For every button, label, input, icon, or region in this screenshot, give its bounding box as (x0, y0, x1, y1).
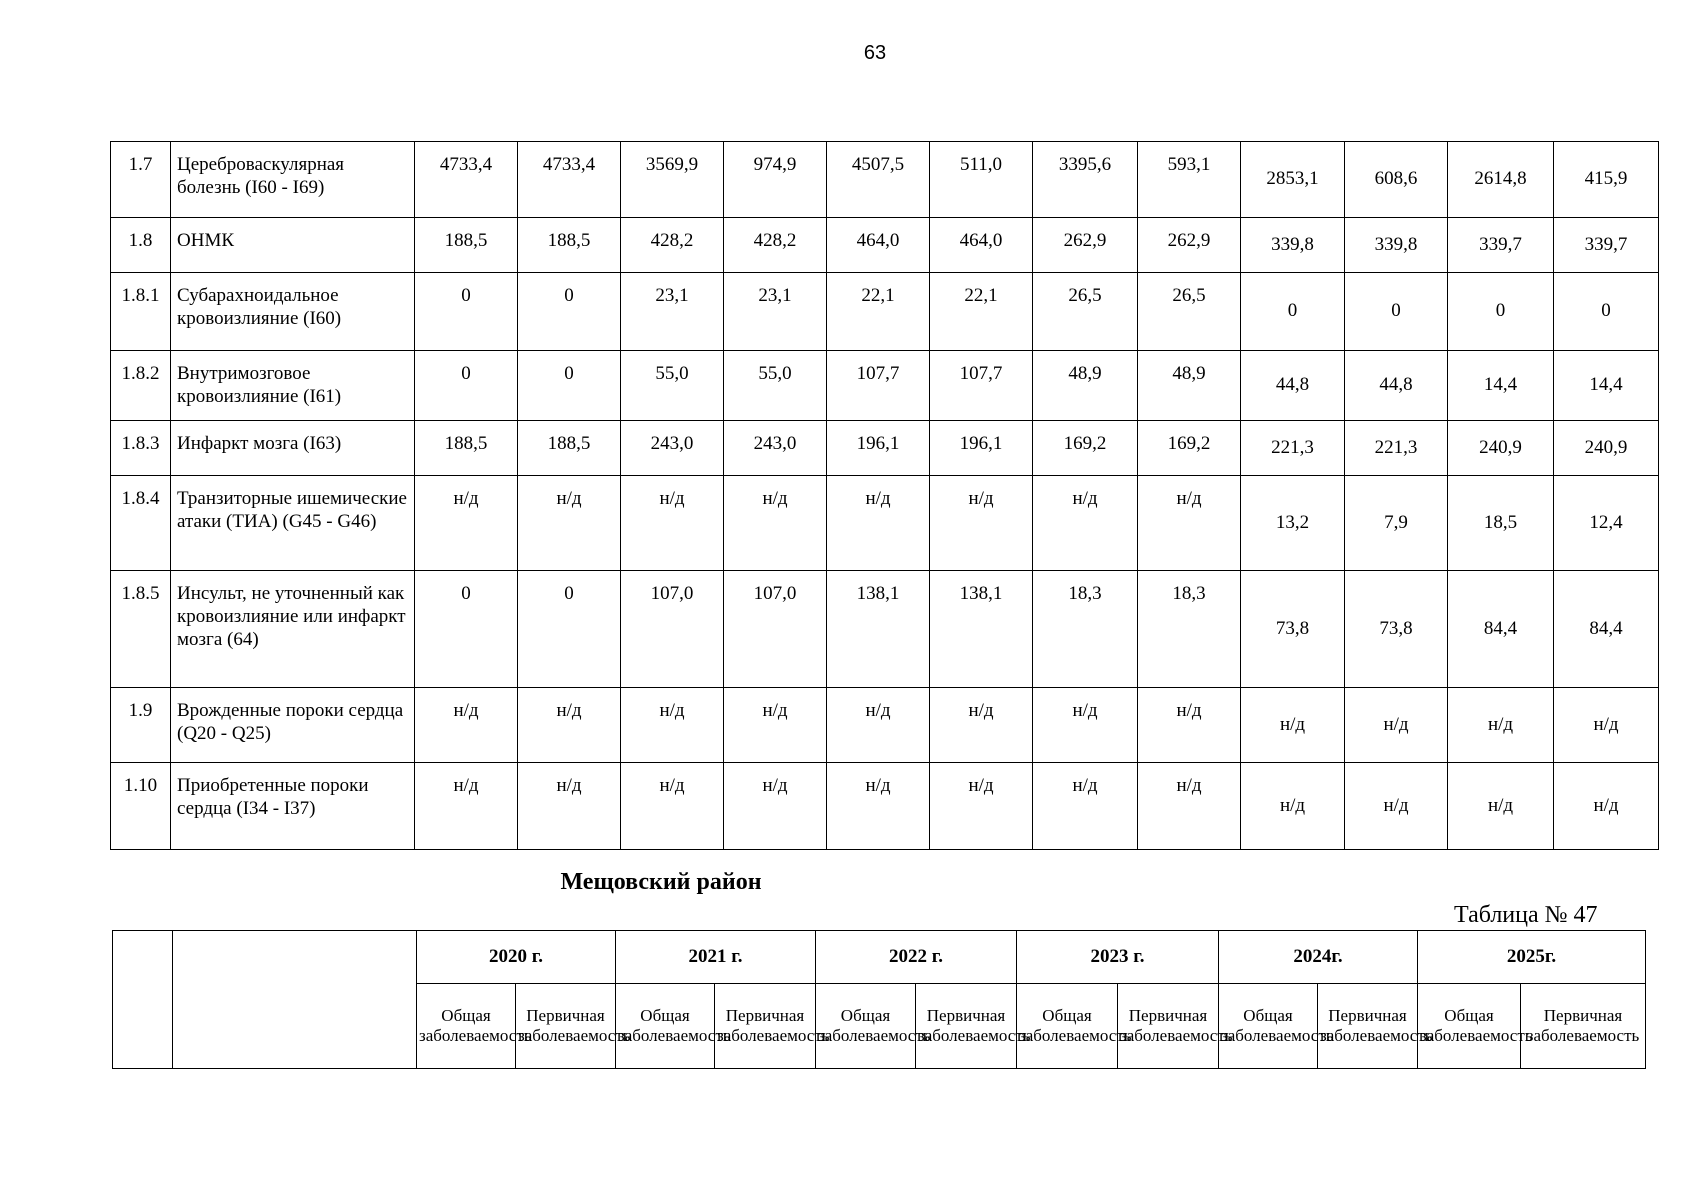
value-cell: 339,8 (1241, 218, 1345, 273)
value-cell: н/д (1345, 688, 1448, 763)
value-cell: 196,1 (827, 421, 930, 476)
value-cell: 18,5 (1448, 476, 1554, 571)
value-cell: н/д (621, 476, 724, 571)
row-name-cell: Транзиторные ишемические атаки (ТИА) (G45 - G46) (171, 476, 415, 571)
value-cell: н/д (827, 476, 930, 571)
row-name-cell: ОНМК (171, 218, 415, 273)
row-number-cell: 1.8.3 (111, 421, 171, 476)
value-cell: 55,0 (621, 351, 724, 421)
value-cell: 107,0 (621, 571, 724, 688)
value-cell: н/д (827, 763, 930, 850)
value-cell: н/д (1241, 688, 1345, 763)
row-number-cell: 1.8.5 (111, 571, 171, 688)
value-cell: н/д (518, 688, 621, 763)
value-cell: н/д (1448, 763, 1554, 850)
value-cell: 138,1 (827, 571, 930, 688)
row-name-cell: Инфаркт мозга (I63) (171, 421, 415, 476)
year-header-cell: 2023 г. (1017, 931, 1219, 984)
table-row (111, 142, 1659, 218)
value-cell: 0 (518, 571, 621, 688)
value-cell: 0 (1554, 273, 1659, 351)
value-cell: 0 (1448, 273, 1554, 351)
subheader-cell: Первичная заболеваемость (1521, 984, 1646, 1069)
value-cell: н/д (930, 688, 1033, 763)
value-cell: 339,7 (1448, 218, 1554, 273)
meshchovsk-district-table (112, 930, 1646, 1069)
value-cell: н/д (415, 763, 518, 850)
value-cell: н/д (930, 763, 1033, 850)
table-row (111, 218, 1659, 273)
table-number: Таблица № 47 (1454, 902, 1598, 928)
row-name-cell: Врожденные пороки сердца (Q20 - Q25) (171, 688, 415, 763)
value-cell: 48,9 (1033, 351, 1138, 421)
morbidity-table-continued (110, 141, 1659, 850)
value-cell: 0 (1241, 273, 1345, 351)
value-cell: 22,1 (827, 273, 930, 351)
value-cell: 55,0 (724, 351, 827, 421)
value-cell: 26,5 (1033, 273, 1138, 351)
row-name-cell: Цереброваскулярная болезнь (I60 - I69) (171, 142, 415, 218)
value-cell: н/д (1033, 763, 1138, 850)
value-cell: 22,1 (930, 273, 1033, 351)
value-cell: 23,1 (724, 273, 827, 351)
value-cell: 0 (415, 273, 518, 351)
value-cell: 608,6 (1345, 142, 1448, 218)
value-cell: 428,2 (621, 218, 724, 273)
table-row (111, 688, 1659, 763)
value-cell: 415,9 (1554, 142, 1659, 218)
value-cell: н/д (518, 763, 621, 850)
table-row (111, 273, 1659, 351)
subheader-cell: Первичная заболеваемость (1118, 984, 1219, 1069)
year-header-cell: 2022 г. (816, 931, 1017, 984)
subheader-cell: Общая заболеваемость (1219, 984, 1318, 1069)
value-cell: н/д (724, 476, 827, 571)
value-cell: 2614,8 (1448, 142, 1554, 218)
value-cell: 188,5 (415, 218, 518, 273)
row-number-cell: 1.8.2 (111, 351, 171, 421)
num-header-cell (113, 931, 173, 1069)
row-name-cell: Внутримозговое кровоизлияние (I61) (171, 351, 415, 421)
year-header-row (113, 931, 1646, 984)
value-cell: 12,4 (1554, 476, 1659, 571)
value-cell: 188,5 (518, 218, 621, 273)
subheader-cell: Общая заболеваемость (816, 984, 916, 1069)
value-cell: 221,3 (1241, 421, 1345, 476)
value-cell: 14,4 (1448, 351, 1554, 421)
value-cell: 44,8 (1241, 351, 1345, 421)
value-cell: 73,8 (1241, 571, 1345, 688)
value-cell: 107,0 (724, 571, 827, 688)
value-cell: 262,9 (1033, 218, 1138, 273)
value-cell: 84,4 (1448, 571, 1554, 688)
value-cell: 221,3 (1345, 421, 1448, 476)
value-cell: 196,1 (930, 421, 1033, 476)
value-cell: 4733,4 (518, 142, 621, 218)
year-header-cell: 2024г. (1219, 931, 1418, 984)
value-cell: 13,2 (1241, 476, 1345, 571)
row-name-cell: Приобретенные пороки сердца (I34 - I37) (171, 763, 415, 850)
row-number-cell: 1.8 (111, 218, 171, 273)
value-cell: 18,3 (1138, 571, 1241, 688)
value-cell: н/д (724, 688, 827, 763)
value-cell: н/д (1448, 688, 1554, 763)
value-cell: 428,2 (724, 218, 827, 273)
value-cell: н/д (518, 476, 621, 571)
table-row (111, 763, 1659, 850)
section-title: Мещовский район (560, 869, 762, 895)
value-cell: 240,9 (1554, 421, 1659, 476)
subheader-cell: Первичная заболеваемость (715, 984, 816, 1069)
value-cell: 138,1 (930, 571, 1033, 688)
value-cell: 48,9 (1138, 351, 1241, 421)
page-number: 63 (863, 42, 887, 64)
value-cell: 26,5 (1138, 273, 1241, 351)
value-cell: 4507,5 (827, 142, 930, 218)
value-cell: н/д (1138, 476, 1241, 571)
value-cell: 464,0 (827, 218, 930, 273)
value-cell: 169,2 (1138, 421, 1241, 476)
value-cell: н/д (724, 763, 827, 850)
subheader-cell: Общая заболеваемость (1017, 984, 1118, 1069)
row-name-cell: Субарахноидальное кровоизлияние (I60) (171, 273, 415, 351)
value-cell: 188,5 (415, 421, 518, 476)
subheader-cell: Первичная заболеваемость (1318, 984, 1418, 1069)
value-cell: н/д (1345, 763, 1448, 850)
value-cell: 2853,1 (1241, 142, 1345, 218)
value-cell: н/д (415, 688, 518, 763)
value-cell: 4733,4 (415, 142, 518, 218)
subheader-cell: Первичная заболеваемость (516, 984, 616, 1069)
value-cell: 107,7 (930, 351, 1033, 421)
value-cell: 7,9 (1345, 476, 1448, 571)
row-name-cell: Инсульт, не уточненный как кровоизлияние или инфаркт мозга (64) (171, 571, 415, 688)
value-cell: н/д (1138, 688, 1241, 763)
value-cell: 188,5 (518, 421, 621, 476)
value-cell: 974,9 (724, 142, 827, 218)
subheader-cell: Общая заболеваемость (417, 984, 516, 1069)
value-cell: н/д (1033, 688, 1138, 763)
value-cell: н/д (415, 476, 518, 571)
value-cell: н/д (827, 688, 930, 763)
year-header-cell: 2021 г. (616, 931, 816, 984)
value-cell: 0 (518, 351, 621, 421)
table-row (111, 421, 1659, 476)
value-cell: 339,8 (1345, 218, 1448, 273)
value-cell: н/д (1241, 763, 1345, 850)
value-cell: 262,9 (1138, 218, 1241, 273)
row-number-cell: 1.8.4 (111, 476, 171, 571)
row-number-cell: 1.8.1 (111, 273, 171, 351)
table-row (111, 476, 1659, 571)
row-number-cell: 1.10 (111, 763, 171, 850)
value-cell: н/д (1554, 688, 1659, 763)
value-cell: н/д (1554, 763, 1659, 850)
value-cell: н/д (1033, 476, 1138, 571)
value-cell: н/д (621, 763, 724, 850)
subheader-cell: Общая заболеваемость (616, 984, 715, 1069)
value-cell: 73,8 (1345, 571, 1448, 688)
value-cell: 593,1 (1138, 142, 1241, 218)
value-cell: 243,0 (724, 421, 827, 476)
value-cell: 3395,6 (1033, 142, 1138, 218)
value-cell: 511,0 (930, 142, 1033, 218)
value-cell: 44,8 (1345, 351, 1448, 421)
value-cell: 240,9 (1448, 421, 1554, 476)
value-cell: 3569,9 (621, 142, 724, 218)
subheader-cell: Общая заболеваемость (1418, 984, 1521, 1069)
name-header-cell (173, 931, 417, 1069)
value-cell: 0 (1345, 273, 1448, 351)
subheader-cell: Первичная заболеваемость (916, 984, 1017, 1069)
value-cell: 84,4 (1554, 571, 1659, 688)
row-number-cell: 1.7 (111, 142, 171, 218)
value-cell: 18,3 (1033, 571, 1138, 688)
value-cell: н/д (1138, 763, 1241, 850)
year-header-cell: 2025г. (1418, 931, 1646, 984)
value-cell: 23,1 (621, 273, 724, 351)
value-cell: н/д (930, 476, 1033, 571)
value-cell: 169,2 (1033, 421, 1138, 476)
value-cell: н/д (621, 688, 724, 763)
value-cell: 464,0 (930, 218, 1033, 273)
year-header-cell: 2020 г. (417, 931, 616, 984)
row-number-cell: 1.9 (111, 688, 171, 763)
value-cell: 0 (415, 351, 518, 421)
value-cell: 0 (518, 273, 621, 351)
value-cell: 0 (415, 571, 518, 688)
table-row (111, 571, 1659, 688)
table-row (111, 351, 1659, 421)
value-cell: 107,7 (827, 351, 930, 421)
value-cell: 243,0 (621, 421, 724, 476)
value-cell: 14,4 (1554, 351, 1659, 421)
value-cell: 339,7 (1554, 218, 1659, 273)
